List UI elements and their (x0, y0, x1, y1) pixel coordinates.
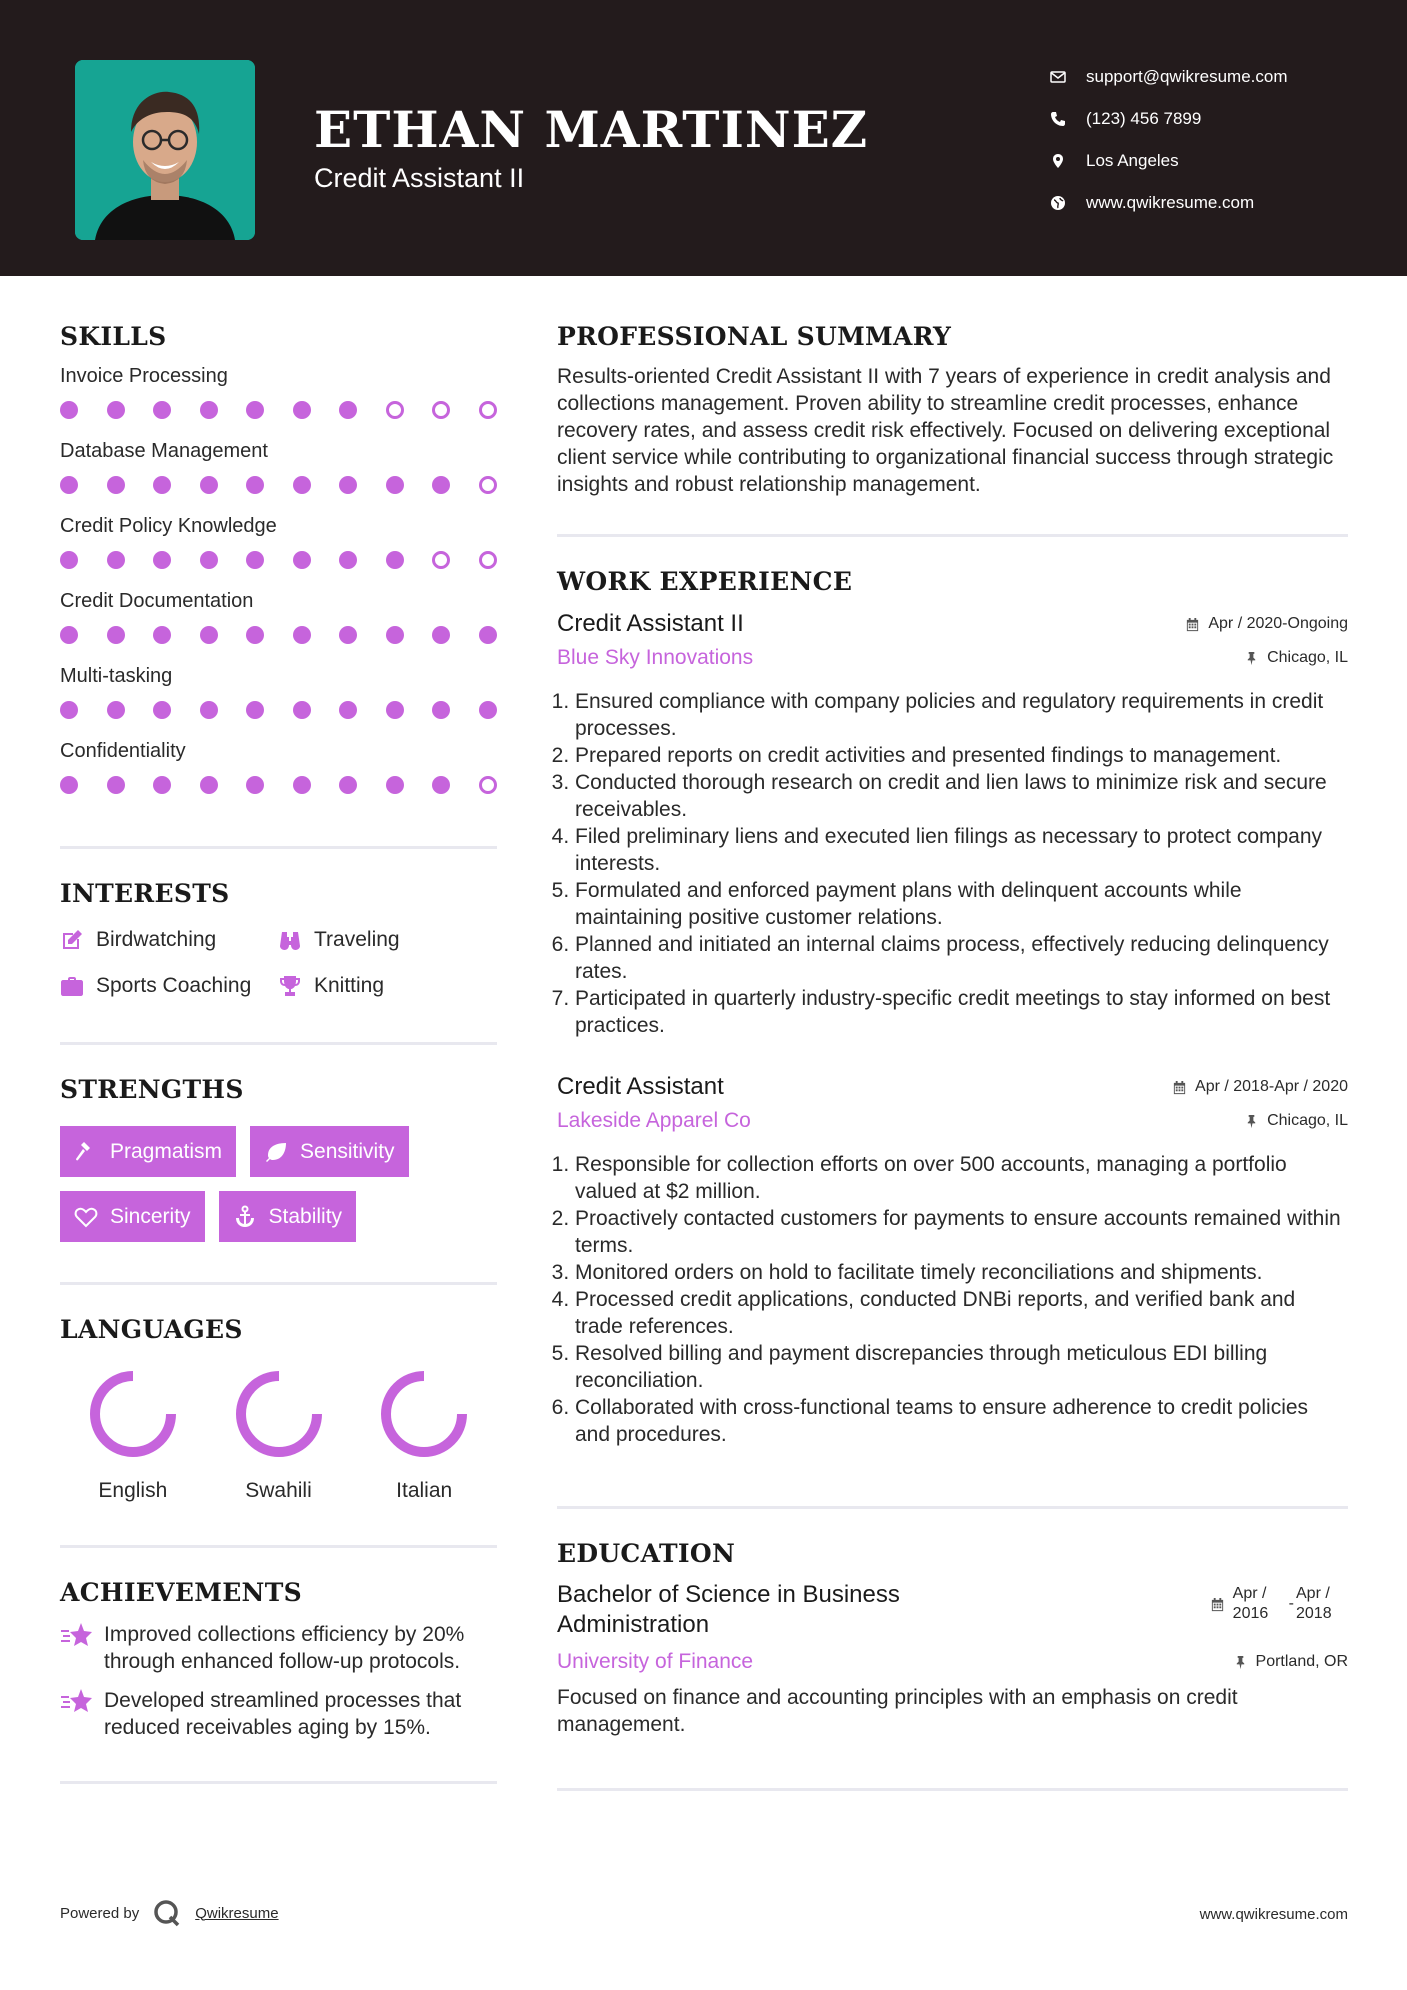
rating-dot-filled (293, 701, 311, 719)
rating-dot-filled (200, 701, 218, 719)
strength-label: Sensitivity (300, 1139, 395, 1163)
interest-item (60, 974, 278, 998)
education-end: Apr / 2018 (1296, 1585, 1332, 1622)
rating-dot-filled (107, 776, 125, 794)
trophy-icon (278, 974, 302, 998)
strengths-heading: STRENGTHS (60, 1075, 244, 1104)
pencil-icon (60, 928, 84, 952)
divider (557, 534, 1348, 537)
duty-item: 3. Conducted thorough research on credit and lien laws to minimize risk and secure receivables. (575, 769, 1348, 823)
skill-name: Database Management (60, 440, 268, 462)
shooting-star-icon (60, 1687, 94, 1717)
job-subheader (557, 1109, 1348, 1133)
divider (60, 1282, 497, 1285)
job-dates (1172, 1078, 1348, 1096)
rating-dot-filled (432, 776, 450, 794)
rating-dot-filled (60, 701, 78, 719)
language-proficiency-ring (87, 1368, 179, 1460)
rating-dot-filled (339, 776, 357, 794)
rating-dot-filled (293, 776, 311, 794)
achievement-item (60, 1687, 497, 1741)
achievement-item (60, 1621, 497, 1675)
skill-name: Multi-tasking (60, 665, 173, 687)
right-column (557, 322, 1348, 1791)
education-dash: - (1288, 1595, 1294, 1612)
duty-item: 3. Monitored orders on hold to facilitate timely reconciliations and shipments. (575, 1259, 1348, 1286)
strength-tag (219, 1191, 357, 1242)
rating-dot-filled (386, 626, 404, 644)
interest-item (278, 974, 497, 998)
interests-list (60, 928, 497, 998)
job-title: Credit Assistant (557, 1073, 724, 1100)
footer-url[interactable]: www.qwikresume.com (1199, 1906, 1348, 1923)
globe-icon (1050, 195, 1086, 211)
language-item (60, 1368, 206, 1503)
profile-photo (75, 60, 255, 240)
education-location (1233, 1653, 1348, 1671)
rating-dot-filled (200, 626, 218, 644)
qwikresume-logo-icon (153, 1899, 181, 1927)
duty-item: 4. Filed preliminary liens and executed lien filings as necessary to protect company interests. (575, 823, 1348, 877)
job-dates (1185, 615, 1348, 633)
rating-dot-filled (293, 401, 311, 419)
duty-item: 1. Ensured compliance with company policies and regulatory requirements in credit processes. (575, 688, 1348, 742)
interests-heading: INTERESTS (60, 879, 230, 908)
rating-dot-filled (246, 776, 264, 794)
rating-dot-empty (479, 476, 497, 494)
rating-dot-filled (339, 551, 357, 569)
rating-dot-filled (153, 626, 171, 644)
skill-rating (60, 776, 497, 794)
achievement-text: Improved collections efficiency by 20% through enhanced follow-up protocols. (104, 1623, 465, 1673)
skills-list (60, 365, 497, 794)
strengths-list (60, 1126, 497, 1242)
rating-dot-filled (246, 476, 264, 494)
language-item (206, 1368, 352, 1503)
summary-heading: PROFESSIONAL SUMMARY (557, 322, 952, 351)
job-location (1244, 649, 1348, 667)
contact-website[interactable] (1050, 182, 1288, 224)
skill-name: Confidentiality (60, 740, 186, 762)
achievements-section (60, 1578, 497, 1741)
rating-dot-filled (432, 701, 450, 719)
calendar-icon (1210, 1597, 1225, 1612)
achievement-text: Developed streamlined processes that reduced receivables aging by 15%. (104, 1689, 462, 1739)
contact-location-text: Los Angeles (1086, 151, 1179, 170)
rating-dot-filled (153, 476, 171, 494)
duty-item: 2. Proactively contacted customers for payments to ensure accounts remained within terms. (575, 1205, 1348, 1259)
footer-powered-by (60, 1899, 279, 1927)
duty-item: 5. Resolved billing and payment discrepancies through meticulous EDI billing reconciliation. (575, 1340, 1348, 1394)
rating-dot-filled (60, 401, 78, 419)
achievements-heading: ACHIEVEMENTS (60, 1578, 302, 1607)
skill-rating (60, 551, 497, 569)
strengths-section (60, 1075, 497, 1242)
header-bar (0, 0, 1407, 276)
language-proficiency-ring (378, 1368, 470, 1460)
candidate-name: ETHAN MARTINEZ (314, 100, 869, 159)
skill-rating (60, 626, 497, 644)
interest-label: Birdwatching (96, 928, 217, 951)
contact-website-text: www.qwikresume.com (1086, 193, 1255, 212)
strength-label: Sincerity (110, 1204, 191, 1228)
duty-item: 6. Planned and initiated an internal claims process, effectively reducing delinquency rates. (575, 931, 1348, 985)
divider (557, 1788, 1348, 1791)
education-subheader (557, 1650, 1348, 1674)
job-location (1244, 1112, 1348, 1130)
language-label: Italian (396, 1479, 453, 1502)
job-subheader (557, 646, 1348, 670)
rating-dot-filled (60, 776, 78, 794)
skill-name: Credit Policy Knowledge (60, 515, 277, 537)
languages-heading: LANGUAGES (60, 1315, 243, 1344)
rating-dot-filled (246, 401, 264, 419)
rating-dot-filled (386, 551, 404, 569)
education-location-text: Portland, OR (1255, 1653, 1348, 1670)
languages-list (60, 1368, 497, 1503)
gavel-icon (74, 1140, 98, 1164)
language-item (351, 1368, 497, 1503)
rating-dot-filled (339, 401, 357, 419)
rating-dot-empty (479, 551, 497, 569)
pushpin-icon (1233, 1655, 1248, 1670)
divider (557, 1506, 1348, 1509)
rating-dot-filled (293, 626, 311, 644)
rating-dot-filled (386, 701, 404, 719)
rating-dot-filled (153, 701, 171, 719)
contact-email-text: support@qwikresume.com (1086, 67, 1288, 86)
briefcase-icon (60, 974, 84, 998)
rating-dot-filled (293, 476, 311, 494)
phone-icon (1050, 111, 1086, 127)
rating-dot-filled (107, 551, 125, 569)
interests-section (60, 879, 497, 998)
proficiency-arc (386, 1376, 462, 1452)
rating-dot-filled (107, 701, 125, 719)
rating-dot-filled (200, 551, 218, 569)
contact-email[interactable] (1050, 56, 1288, 98)
company-name: Blue Sky Innovations (557, 646, 754, 669)
skill-rating (60, 701, 497, 719)
divider (60, 1042, 497, 1045)
left-column (60, 322, 497, 1784)
shooting-star-icon (60, 1621, 94, 1651)
duty-item: 7. Participated in quarterly industry-specific credit meetings to stay informed on best practices. (575, 985, 1348, 1039)
rating-dot-filled (432, 476, 450, 494)
rating-dot-filled (293, 551, 311, 569)
duty-item: 2. Prepared reports on credit activities and presented findings to management. (575, 742, 1348, 769)
rating-dot-filled (107, 626, 125, 644)
rating-dot-filled (107, 476, 125, 494)
rating-dot-filled (339, 476, 357, 494)
strength-tag (60, 1191, 205, 1242)
skill-name: Credit Documentation (60, 590, 254, 612)
strength-tag (60, 1126, 236, 1177)
rating-dot-filled (246, 701, 264, 719)
divider (60, 846, 497, 849)
experience-heading: WORK EXPERIENCE (557, 567, 853, 596)
job-header (557, 1073, 1348, 1101)
interest-label: Traveling (314, 928, 400, 951)
rating-dot-filled (60, 626, 78, 644)
strength-label: Stability (268, 1204, 343, 1228)
rating-dot-filled (339, 626, 357, 644)
proficiency-arc (95, 1376, 171, 1452)
interest-label: Knitting (314, 974, 385, 997)
divider (60, 1545, 497, 1548)
interest-label: Sports Coaching (96, 974, 252, 997)
job-location-text: Chicago, IL (1267, 1112, 1348, 1129)
pushpin-icon (1244, 651, 1259, 666)
job-location-text: Chicago, IL (1267, 649, 1348, 666)
degree-title: Bachelor of Science in Business Administration (557, 1581, 900, 1638)
rating-dot-filled (479, 701, 497, 719)
rating-dot-empty (432, 401, 450, 419)
skills-heading: SKILLS (60, 322, 167, 351)
job-dates-text: Apr / 2020-Ongoing (1208, 615, 1348, 632)
duty-item: 4. Processed credit applications, conducted DNBi reports, and verified bank and trade references. (575, 1286, 1348, 1340)
duty-item: 6. Collaborated with cross-functional teams to ensure adherence to credit policies and procedures. (575, 1394, 1348, 1448)
skill-rating (60, 401, 497, 419)
education-dates (1210, 1584, 1348, 1624)
skill-rating (60, 476, 497, 494)
rating-dot-filled (246, 626, 264, 644)
rating-dot-filled (153, 776, 171, 794)
brand-link[interactable]: Qwikresume (195, 1904, 279, 1922)
company-name: Lakeside Apparel Co (557, 1109, 751, 1132)
contact-location (1050, 140, 1288, 182)
duty-item: 5. Formulated and enforced payment plans with delinquent accounts while maintaining positive customer relations. (575, 877, 1348, 931)
pushpin-icon (1244, 1114, 1259, 1129)
rating-dot-filled (386, 776, 404, 794)
duty-item: 1. Responsible for collection efforts on over 500 accounts, managing a portfolio valued at $2 million. (575, 1151, 1348, 1205)
calendar-icon (1185, 617, 1200, 632)
contact-phone[interactable] (1050, 98, 1288, 140)
job-dates-text: Apr / 2018-Apr / 2020 (1195, 1078, 1348, 1095)
rating-dot-filled (479, 626, 497, 644)
rating-dot-filled (432, 626, 450, 644)
binoculars-icon (278, 928, 302, 952)
calendar-icon (1172, 1080, 1187, 1095)
rating-dot-filled (200, 776, 218, 794)
education-heading: EDUCATION (557, 1539, 736, 1568)
education-start: Apr / 2016 (1232, 1585, 1269, 1622)
contact-phone-text: (123) 456 7899 (1086, 109, 1202, 128)
powered-by-text: Powered by (60, 1904, 140, 1922)
languages-section (60, 1315, 497, 1503)
job-entry (557, 610, 1348, 1039)
envelope-icon (1050, 69, 1086, 85)
skill-name: Invoice Processing (60, 365, 228, 387)
rating-dot-filled (153, 551, 171, 569)
rating-dot-empty (479, 401, 497, 419)
summary-text: Results-oriented Credit Assistant II with 7 years of experience in credit analysis and collections management. Proven ability to streamline credit processes, enhance recovery rates, and assess credit risk effectively. Focused on delivering exceptional client service while contributing to organizational financial success through strategic insights and robust relationship management. (557, 365, 1334, 496)
rating-dot-filled (339, 701, 357, 719)
summary-section (557, 322, 1348, 498)
education-header (557, 1580, 1348, 1640)
education-description: Focused on finance and accounting principles with an emphasis on credit management. (557, 1686, 1238, 1736)
skills-section (60, 322, 497, 794)
interest-item (60, 928, 278, 952)
education-section (557, 1539, 1348, 1738)
duty-list (557, 1151, 1348, 1448)
divider (60, 1781, 497, 1784)
duty-list (557, 688, 1348, 1039)
strength-label: Pragmatism (110, 1139, 223, 1163)
heart-icon (74, 1205, 98, 1229)
strength-tag (250, 1126, 409, 1177)
experience-section (557, 567, 1348, 1448)
rating-dot-filled (60, 551, 78, 569)
rating-dot-empty (432, 551, 450, 569)
location-pin-icon (1050, 153, 1086, 169)
school-name: University of Finance (557, 1650, 754, 1673)
job-title: Credit Assistant II (557, 610, 744, 637)
rating-dot-filled (107, 401, 125, 419)
rating-dot-filled (386, 476, 404, 494)
rating-dot-filled (60, 476, 78, 494)
candidate-title: Credit Assistant II (314, 163, 525, 193)
leaf-icon (264, 1140, 288, 1164)
language-label: Swahili (245, 1479, 312, 1502)
anchor-icon (233, 1205, 257, 1229)
rating-dot-filled (153, 401, 171, 419)
job-entry (557, 1073, 1348, 1448)
language-label: English (98, 1479, 168, 1502)
rating-dot-empty (479, 776, 497, 794)
rating-dot-filled (200, 401, 218, 419)
rating-dot-empty (386, 401, 404, 419)
rating-dot-filled (200, 476, 218, 494)
job-header (557, 610, 1348, 638)
avatar (75, 60, 255, 240)
language-proficiency-ring (233, 1368, 325, 1460)
interest-item (278, 928, 497, 952)
proficiency-arc (241, 1376, 317, 1452)
rating-dot-filled (246, 551, 264, 569)
contact-list (1050, 56, 1288, 224)
